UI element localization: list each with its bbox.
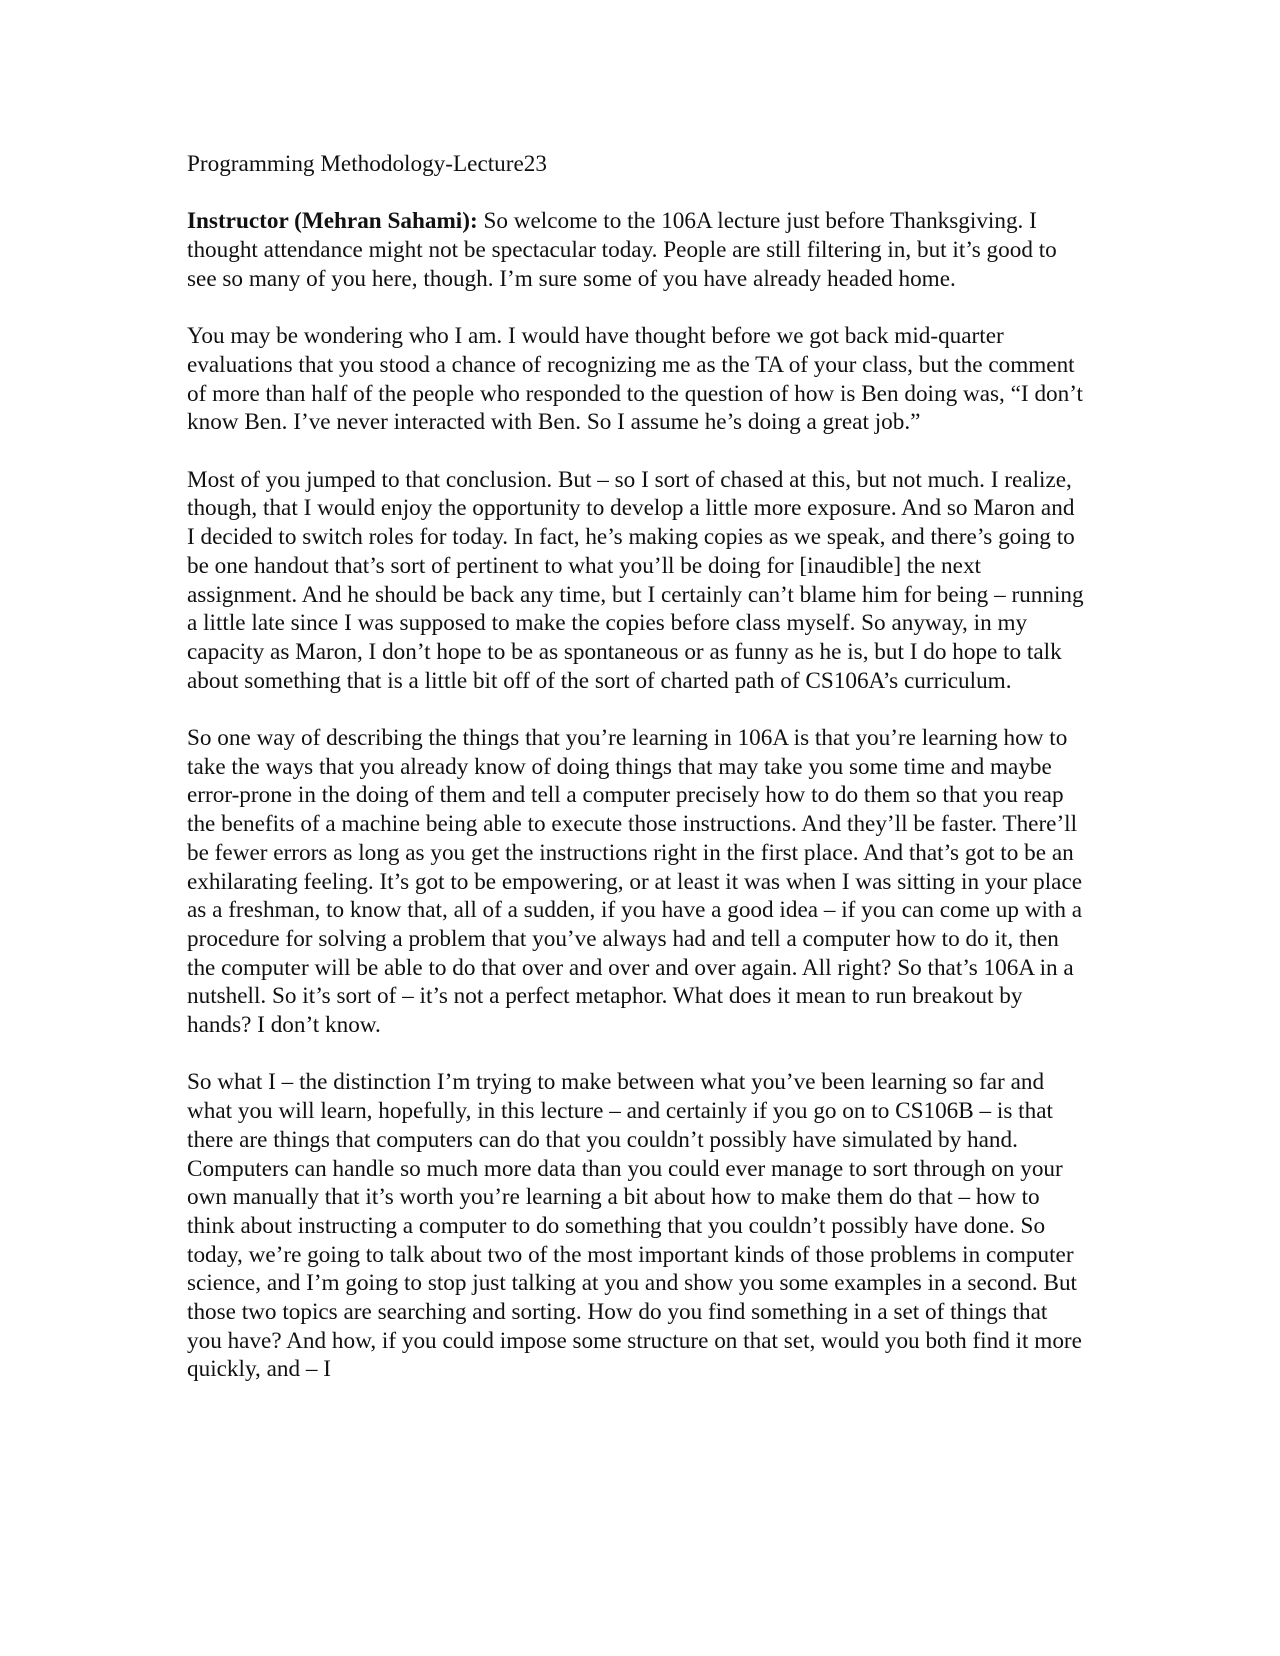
document-title: Programming Methodology-Lecture23 — [187, 151, 547, 177]
paragraph-1 — [187, 207, 1087, 293]
document-page — [187, 150, 1087, 1413]
paragraph-1-text: So welcome to the 106A lecture just before Thanksgiving. I thought attendance might not be spectacular today. People are still filtering in, but it’s good to see so many of you here, though. I’m sure some of you have already headed home. — [187, 208, 1057, 292]
paragraph-5: So what I – the distinction I’m trying to make between what you’ve been learning so far and what you will learn, hopefully, in this lecture – and certainly if you go on to CS106B – is that there are things that computers can do that you couldn’t possibly have simulated by hand. Computers can handle so much more data than you could ever manage to sort through on your own manually that it’s worth you’re learning a bit about how to make them do that – how to think about instructing a computer to do something that you couldn’t possibly have done. So today, we’re going to talk about two of the most important kinds of those problems in computer science, and I’m going to stop just talking at you and show you some examples in a second. But those two topics are searching and sorting. How do you find something in a set of things that you have? And how, if you could impose some structure on that set, would you both find it more quickly, and – I — [187, 1069, 1082, 1383]
paragraph-4: So one way of describing the things that you’re learning in 106A is that you’re learning how to take the ways that you already know of doing things that may take you some time and maybe error-prone in the doing of them and tell a computer precisely how to do them so that you reap the benefits of a machine being able to execute those instructions. And they’ll be faster. There’ll be fewer errors as long as you get the instructions right in the first place. And that’s got to be an exhilarating feeling. It’s got to be empowering, or at least it was when I was sitting in your place as a freshman, to know that, all of a sudden, if you have a good idea – if you can come up with a procedure for solving a problem that you’ve always had and tell a computer how to do it, then the computer will be able to do that over and over and over again. All right? So that’s 106A in a nutshell. So it’s sort of – it’s not a perfect metaphor. What does it mean to run breakout by hands? I don’t know. — [187, 725, 1083, 1039]
speaker-label: Instructor (Mehran Sahami): — [187, 208, 478, 235]
paragraph-2: You may be wondering who I am. I would have thought before we got back mid-quarter evaluations that you stood a chance of recognizing me as the TA of your class, but the comment of more than half of the people who responded to the question of how is Ben doing was, “I don’t know Ben. I’ve never interacted with Ben. So I assume he’s doing a great job.” — [187, 323, 1083, 436]
paragraph-3: Most of you jumped to that conclusion. But – so I sort of chased at this, but not much. I realize, though, that I would enjoy the opportunity to develop a little more exposure. And so Maron and I decided to switch roles for today. In fact, he’s making copies as we speak, and there’s going to be one handout that’s sort of pertinent to what you’ll be doing for [inaudible] the next assignment. And he should be back any time, but I certainly can’t blame him for being – running a little late since I was supposed to make the copies before class myself. So anyway, in my capacity as Maron, I don’t hope to be as spontaneous or as funny as he is, but I do hope to talk about something that is a little bit off of the sort of charted path of CS106A’s curriculum. — [187, 466, 1084, 694]
